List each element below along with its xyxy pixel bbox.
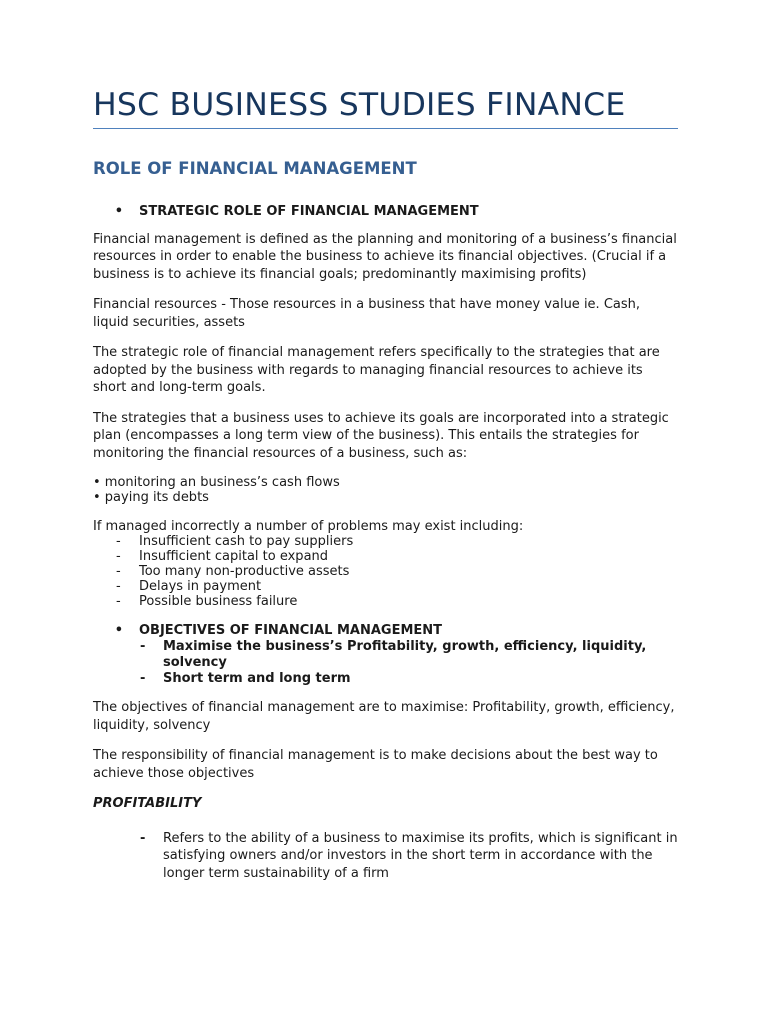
bullet-heading-strategic-role: [93, 203, 678, 221]
bullet-heading-text: OBJECTIVES OF FINANCIAL MANAGEMENT: [139, 623, 443, 638]
list-item-text: Too many non-productive assets: [139, 564, 350, 579]
list-item: [93, 594, 678, 609]
strategy-bullet-list: [93, 475, 678, 505]
document-content: [93, 86, 678, 882]
paragraph-objectives: The objectives of financial management are to maximise: Profitability, growth, efficiency, liquidity, solvency: [93, 700, 675, 733]
paragraph-definition: Financial management is defined as the planning and monitoring of a business’s financial resources in order to enable the business to achieve its financial objectives. (Crucial if a business is to achieve its financial goals; predominantly maximising profits): [93, 231, 677, 282]
dash-marker: -: [116, 564, 121, 579]
paragraph-strategies: The strategies that a business uses to achieve its goals are incorporated into a strategic plan (encompasses a long term view of the business). This entails the strategies for monitoring the financial resources of a business, such as:: [93, 410, 669, 461]
paragraph-responsibility: The responsibility of financial management is to make decisions about the best way to achieve those objectives: [93, 748, 658, 781]
list-item-text: Possible business failure: [139, 594, 298, 609]
list-item: [93, 564, 678, 579]
dash-marker: -: [116, 594, 121, 609]
dash-marker: -: [140, 671, 146, 686]
bullet-marker: •: [114, 623, 123, 638]
list-item-text: Delays in payment: [139, 579, 262, 594]
profitability-heading: PROFITABILITY: [93, 796, 202, 811]
list-item: • paying its debts: [93, 490, 209, 505]
bullet-heading-text: STRATEGIC ROLE OF FINANCIAL MANAGEMENT: [139, 204, 479, 219]
dash-marker: -: [116, 534, 121, 549]
objective-subitem: [93, 671, 678, 687]
dash-marker: -: [140, 830, 146, 846]
bullet-heading-objectives: [93, 623, 678, 639]
list-item-text: Insufficient capital to expand: [139, 549, 329, 564]
list-item: [93, 549, 678, 564]
paragraph-financial-resources: Financial resources - Those resources in a business that have money value ie. Cash, liquid securities, assets: [93, 297, 641, 330]
problems-list: [93, 534, 678, 609]
list-item: [93, 579, 678, 594]
problems-intro: If managed incorrectly a number of problems may exist including:: [93, 519, 524, 534]
profitability-item: [93, 830, 678, 883]
bullet-marker: •: [114, 204, 123, 219]
dash-marker: -: [116, 549, 121, 564]
dash-marker: -: [140, 639, 146, 654]
document-title: HSC BUSINESS STUDIES FINANCE: [93, 86, 678, 129]
list-item-text: Insufficient cash to pay suppliers: [139, 534, 354, 549]
section-heading: ROLE OF FINANCIAL MANAGEMENT: [93, 159, 417, 178]
list-item: [93, 534, 678, 549]
objective-subitem: [93, 639, 678, 671]
dash-marker: -: [116, 579, 121, 594]
profitability-item-text: Refers to the ability of a business to maximise its profits, which is significant in satisfying owners and/or investors in the short term in accordance with the longer term sustainability of a firm: [163, 830, 678, 881]
objective-subitem-text: Maximise the business’s Profitability, growth, efficiency, liquidity, solvency: [163, 639, 647, 670]
list-item: • monitoring an business’s cash flows: [93, 475, 340, 490]
objective-subitem-text: Short term and long term: [163, 671, 351, 686]
paragraph-strategic-role: The strategic role of financial management refers specifically to the strategies that are adopted by the business with regards to managing financial resources to achieve its short and long-term goals.: [93, 345, 660, 395]
